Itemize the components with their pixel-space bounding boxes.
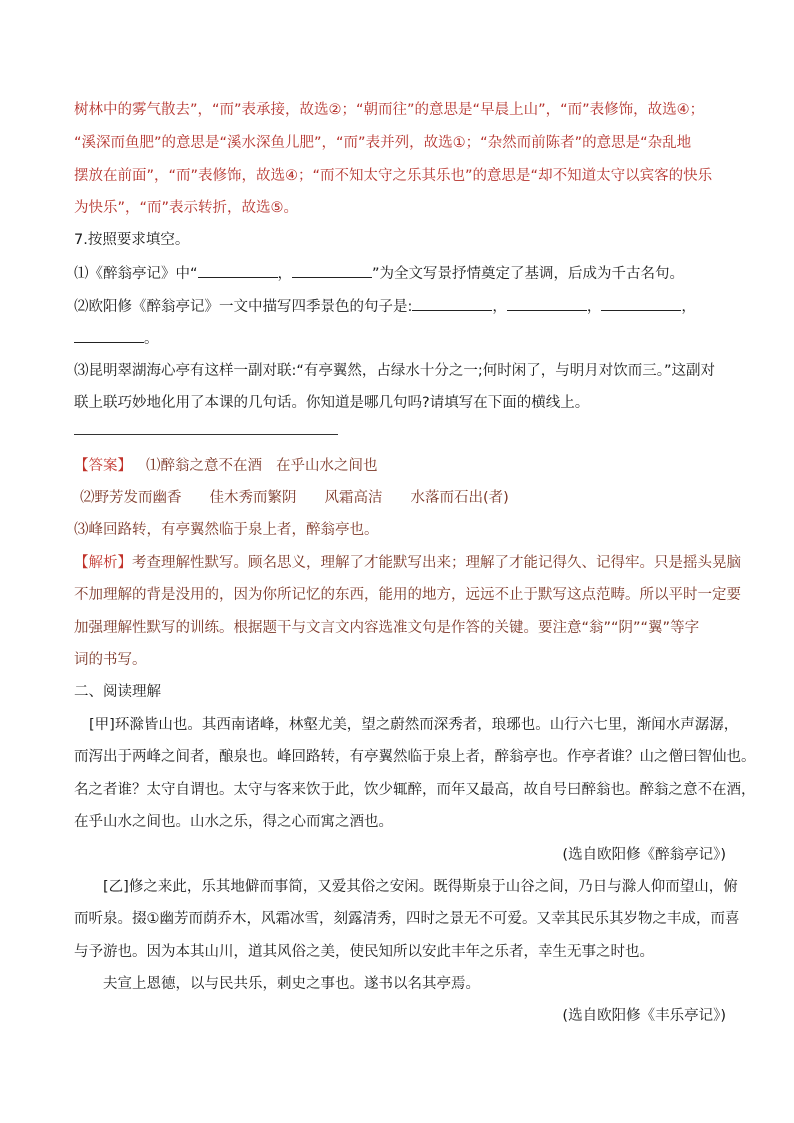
fill-blank-2d[interactable] [74, 328, 144, 343]
question-7-item-1 [74, 263, 726, 284]
fill-blank-2c[interactable] [601, 296, 681, 311]
q7-s1-prefix: ⑴《醉翁亭记》中“ [74, 266, 198, 282]
answer-1a: ⑴醉翁之意不在酒 [146, 458, 262, 474]
analysis-continuation-line-1: 树林中的雾气散去”，“而”表承接，故选②；“朝而往”的意思是“早晨上山”，“而”表修饰，故选④； [74, 102, 705, 118]
q7-s2-comma-3: ， [681, 299, 696, 315]
q7-s2-comma-1: ， [492, 299, 507, 315]
passage-jia-line-2: 而泻出于两峰之间者，酿泉也。峰回路转，有亭翼然临于泉上者，醉翁亭也。作亭者谁？山之僧曰智仙也。 [74, 749, 756, 765]
answer-2d: 水落而石出(者) [410, 490, 509, 506]
analysis-continuation-line-4: 为快乐”，“而”表示转折，故选⑤。 [74, 200, 299, 216]
section-2-title: 二、阅读理解 [74, 684, 161, 700]
analysis-line-4: 词的书写。 [74, 652, 147, 668]
answer-label: 【答案】 [74, 458, 132, 474]
analysis-line-3: 加强理解性默写的训练。根据题干与文言文内容选准文句是作答的关键。要注意“翁”“阴”“翼”等字 [74, 620, 700, 636]
question-7-item-2-cont [74, 328, 726, 349]
passage-jia-line-4: 在乎山水之间也。山水之乐，得之心而寓之酒也。 [74, 814, 393, 830]
passage-yi-line-4: 夫宣上恩德，以与民共乐，刺史之事也。遂书以名其亭焉。 [103, 976, 480, 992]
question-7-item-3-line-1: ⑶昆明翠湖海心亭有这样一副对联:“有亭翼然，占绿水十分之一;何时闲了，与明月对饮而三。”这副对 [74, 363, 716, 379]
q7-s2-prefix: ⑵欧阳修《醉翁亭记》一文中描写四季景色的句子是: [74, 299, 413, 315]
analysis-line-1 [74, 553, 741, 573]
passage-jia-line-1: [甲]环滁皆山也。其西南诸峰，林壑尤美，望之蔚然而深秀者，琅琊也。山行六七里，渐闻水声潺潺， [89, 717, 739, 733]
fill-blank-2a[interactable] [412, 296, 492, 311]
analysis-continuation-line-2: “溪深而鱼肥”的意思是“溪水深鱼儿肥”，“而”表并列，故选①；“杂然而前陈者”的意思是“杂乱地 [74, 135, 692, 151]
answer-line-3-text: ⑶峰回路转，有亭翼然临于泉上者，醉翁亭也。 [74, 522, 379, 538]
q7-s2-end: 。 [144, 331, 159, 347]
question-7-item-3-line-2: 联上联巧妙地化用了本课的几句话。你知道是哪几句吗?请填写在下面的横线上。 [74, 395, 590, 411]
passage-yi-line-3: 与予游也。因为本其山川，道其风俗之美，使民知所以安此丰年之乐者，幸生无事之时也。 [74, 944, 654, 960]
analysis-text-1: 考查理解性默写。顾名思义，理解了才能默写出来；理解了才能记得久、记得牢。只是摇头晃脑 [132, 555, 741, 571]
q7-s1-suffix: ”为全文写景抒情奠定了基调，后成为千古名句。 [372, 266, 685, 282]
answer-2c: 风霜高洁 [324, 490, 383, 506]
answer-2a: ⑵野芳发而幽香 [80, 490, 182, 506]
question-7-title: 7.按照要求填空。 [74, 232, 190, 248]
answer-line-2 [80, 488, 732, 508]
q7-s2-comma-2: ， [586, 299, 602, 315]
answer-1b: 在乎山水之间也 [276, 458, 378, 474]
passage-jia-line-3: 名之者谁？太守自谓也。太守与客来饮于此，饮少辄醉，而年又最高，故自号曰醉翁也。醉翁之意不在酒， [74, 782, 756, 798]
analysis-line-2: 不加理解的背是没用的，因为你所记忆的东西，能用的地方，远远不止于默写这点范畴。所以平时一定要 [74, 587, 741, 603]
answer-2b: 佳木秀而繁阴 [209, 490, 297, 506]
passage-yi-line-2: 而听泉。掇①幽芳而荫乔木，风霜冰雪，刻露清秀，四时之景无不可爱。又幸其民乐其岁物之丰成，而喜 [74, 911, 740, 927]
passage-yi-source: (选自欧阳修《丰乐亭记》) [562, 1008, 726, 1024]
analysis-continuation-line-3: 摆放在前面”，“而”表修饰，故选④；“而不知太守之乐其乐也”的意思是“却不知道太守以宾客的快乐 [74, 168, 713, 184]
question-7-item-2 [74, 296, 726, 317]
answer-line-3[interactable] [74, 434, 338, 435]
passage-jia-source: (选自欧阳修《醉翁亭记》) [562, 847, 726, 863]
fill-blank-2b[interactable] [507, 296, 587, 311]
passage-yi-line-1: [乙]修之来此，乐其地僻而事简，又爱其俗之安闲。既得斯泉于山谷之间，乃日与滁人仰而望山，俯 [103, 879, 738, 895]
q7-s1-comma: ， [277, 266, 293, 282]
answer-line-1 [74, 456, 726, 476]
fill-blank-1b[interactable] [292, 263, 372, 278]
fill-blank-1a[interactable] [198, 263, 278, 278]
analysis-label: 【解析】 [74, 555, 132, 571]
